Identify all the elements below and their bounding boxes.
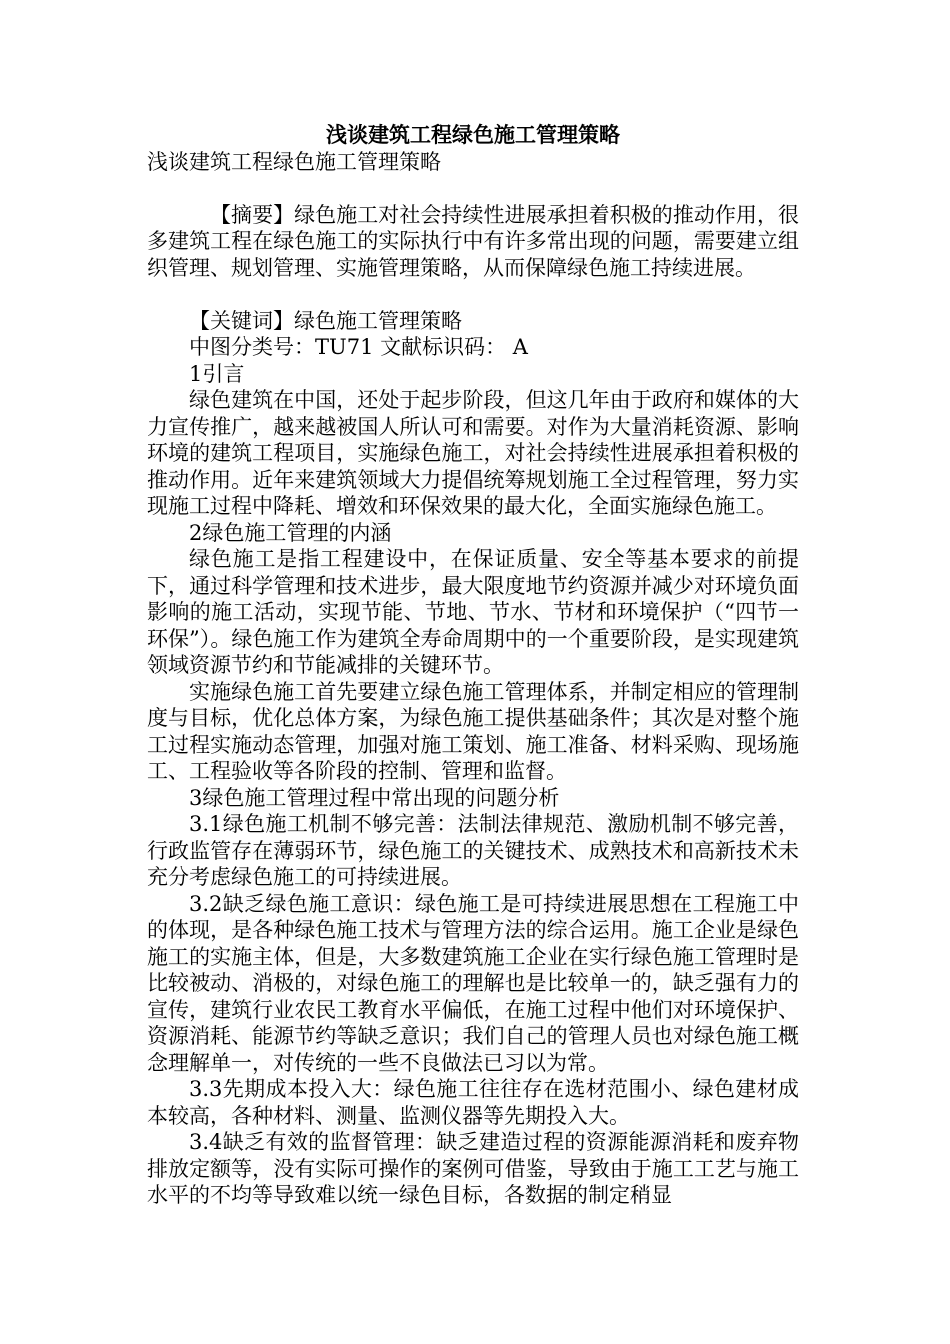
body-paragraph: 3.1绿色施工机制不够完善：法制法律规范、激励机制不够完善，行政监管存在薄弱环节，绿色施工的关键技术、成熟技术和高新技术未充分考虑绿色施工的可持续进展。 bbox=[147, 812, 799, 889]
body-paragraph: 3.2缺乏绿色施工意识：绿色施工是可持续进展思想在工程施工中的体现，是各种绿色施工技术与管理方法的综合运用。施工企业是绿色施工的实施主体，但是，大多数建筑施工企业在实行绿色施工管理时是比较被动、消极的，对绿色施工的理解也是比较单一的，缺乏强有力的宣传，建筑行业农民工教育水平偏低，在施工过程中他们对环境保护、资源消耗、能源节约等缺乏意识；我们自己的管理人员也对绿色施工概念理解单一，对传统的一些不良做法已习以为常。 bbox=[147, 891, 799, 1075]
document-page bbox=[147, 122, 799, 1209]
body-paragraph: 3.4缺乏有效的监督管理：缺乏建造过程的资源能源消耗和废弃物排放定额等，没有实际可操作的案例可借鉴，导致由于施工工艺与施工水平的不均等导致难以统一绿色目标，各数据的制定稍显 bbox=[147, 1130, 799, 1207]
document-subtitle: 浅谈建筑工程绿色施工管理策略 bbox=[147, 149, 441, 174]
body-paragraph: 绿色建筑在中国，还处于起步阶段，但这几年由于政府和媒体的大力宣传推广，越来越被国人所认可和需要。对作为大量消耗资源、影响环境的建筑工程项目，实施绿色施工，对社会持续性进展承担着积极的推动作用。近年来建筑领域大力提倡统筹规划施工全过程管理，努力实现施工过程中降耗、增效和环保效果的最大化，全面实施绿色施工。 bbox=[147, 388, 799, 518]
keywords-line: 【关键词】绿色施工管理策略 bbox=[189, 308, 462, 333]
section-heading-introduction: 1引言 bbox=[189, 361, 245, 386]
body-paragraph: 绿色施工是指工程建设中，在保证质量、安全等基本要求的前提下，通过科学管理和技术进步，最大限度地节约资源并减少对环境负面影响的施工活动，实现节能、节地、节水、节材和环境保护（“四节一环保”）。绿色施工作为建筑全寿命周期中的一个重要阶段，是实现建筑领域资源节约和节能减排的关键环节。 bbox=[147, 547, 799, 677]
spacer bbox=[147, 175, 799, 202]
classification-line: 中图分类号：TU71 文献标识码： A bbox=[189, 335, 528, 359]
section-heading-problems: 3绿色施工管理过程中常出现的问题分析 bbox=[189, 785, 560, 810]
document-title: 浅谈建筑工程绿色施工管理策略 bbox=[326, 122, 620, 147]
body-paragraph: 实施绿色施工首先要建立绿色施工管理体系，并制定相应的管理制度与目标，优化总体方案，为绿色施工提供基础条件；其次是对整个施工过程实施动态管理，加强对施工策划、施工准备、材料采购、现场施工、工程验收等各阶段的控制、管理和监督。 bbox=[147, 679, 799, 783]
section-heading-connotation: 2绿色施工管理的内涵 bbox=[189, 520, 392, 545]
spacer bbox=[147, 281, 799, 308]
body-paragraph: 3.3先期成本投入大：绿色施工往往存在选材范围小、绿色建材成本较高，各种材料、测量、监测仪器等先期投入大。 bbox=[147, 1077, 799, 1128]
abstract-paragraph: 【摘要】绿色施工对社会持续性进展承担着积极的推动作用，很多建筑工程在绿色施工的实际执行中有许多常出现的问题，需要建立组织管理、规划管理、实施管理策略，从而保障绿色施工持续进展。 bbox=[147, 202, 799, 280]
